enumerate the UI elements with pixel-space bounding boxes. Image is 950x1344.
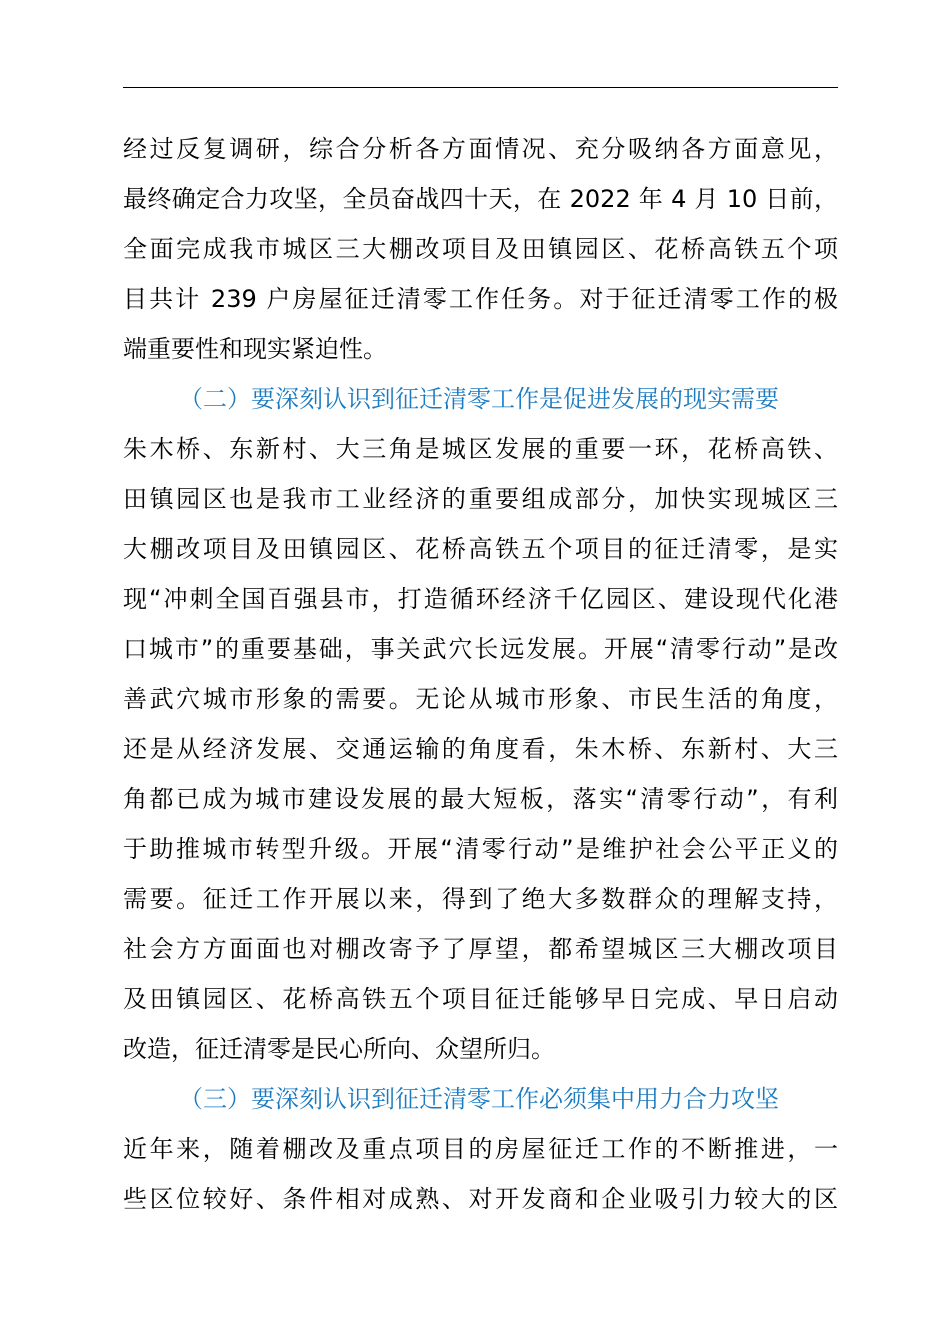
body-line: 于助推城市转型升级。开展“清零行动”是维护社会公平正义的: [123, 835, 838, 863]
body-line: 最终确定合力攻坚，全员奋战四十天，在 2022 年 4 月 10 日前，: [123, 185, 838, 213]
body-line: 田镇园区也是我市工业经济的重要组成部分，加快实现城区三: [123, 485, 838, 513]
body-line: 需要。征迁工作开展以来，得到了绝大多数群众的理解支持，: [123, 885, 838, 913]
body-line: 改造，征迁清零是民心所向、众望所归。: [123, 1035, 555, 1063]
body-line: 现“冲刺全国百强县市，打造循环经济千亿园区、建设现代化港: [123, 585, 838, 613]
body-line: 目共计 239 户房屋征迁清零工作任务。对于征迁清零工作的极: [123, 285, 838, 313]
body-line: 口城市”的重要基础，事关武穴长远发展。开展“清零行动”是改: [123, 635, 838, 663]
header-rule: [123, 87, 838, 88]
body-line: 善武穴城市形象的需要。无论从城市形象、市民生活的角度，: [123, 685, 838, 713]
body-line: 角都已成为城市建设发展的最大短板，落实“清零行动”，有利: [123, 785, 838, 813]
body-line: 大棚改项目及田镇园区、花桥高铁五个项目的征迁清零，是实: [123, 535, 838, 563]
document-body: [123, 124, 838, 1224]
section-heading-2: （二）要深刻认识到征迁清零工作是促进发展的现实需要: [179, 385, 779, 413]
section-heading-3: （三）要深刻认识到征迁清零工作必须集中用力合力攻坚: [179, 1085, 779, 1113]
body-line: 朱木桥、东新村、大三角是城区发展的重要一环，花桥高铁、: [123, 435, 838, 463]
body-line: 经过反复调研，综合分析各方面情况、充分吸纳各方面意见，: [123, 135, 838, 163]
body-line: 全面完成我市城区三大棚改项目及田镇园区、花桥高铁五个项: [123, 235, 838, 263]
body-line: 端重要性和现实紧迫性。: [123, 335, 387, 363]
body-line: 社会方方面面也对棚改寄予了厚望，都希望城区三大棚改项目: [123, 935, 838, 963]
body-line: 近年来，随着棚改及重点项目的房屋征迁工作的不断推进，一: [123, 1135, 838, 1163]
body-line: 还是从经济发展、交通运输的角度看，朱木桥、东新村、大三: [123, 735, 838, 763]
body-line: 些区位较好、条件相对成熟、对开发商和企业吸引力较大的区: [123, 1185, 838, 1213]
body-line: 及田镇园区、花桥高铁五个项目征迁能够早日完成、早日启动: [123, 985, 838, 1013]
